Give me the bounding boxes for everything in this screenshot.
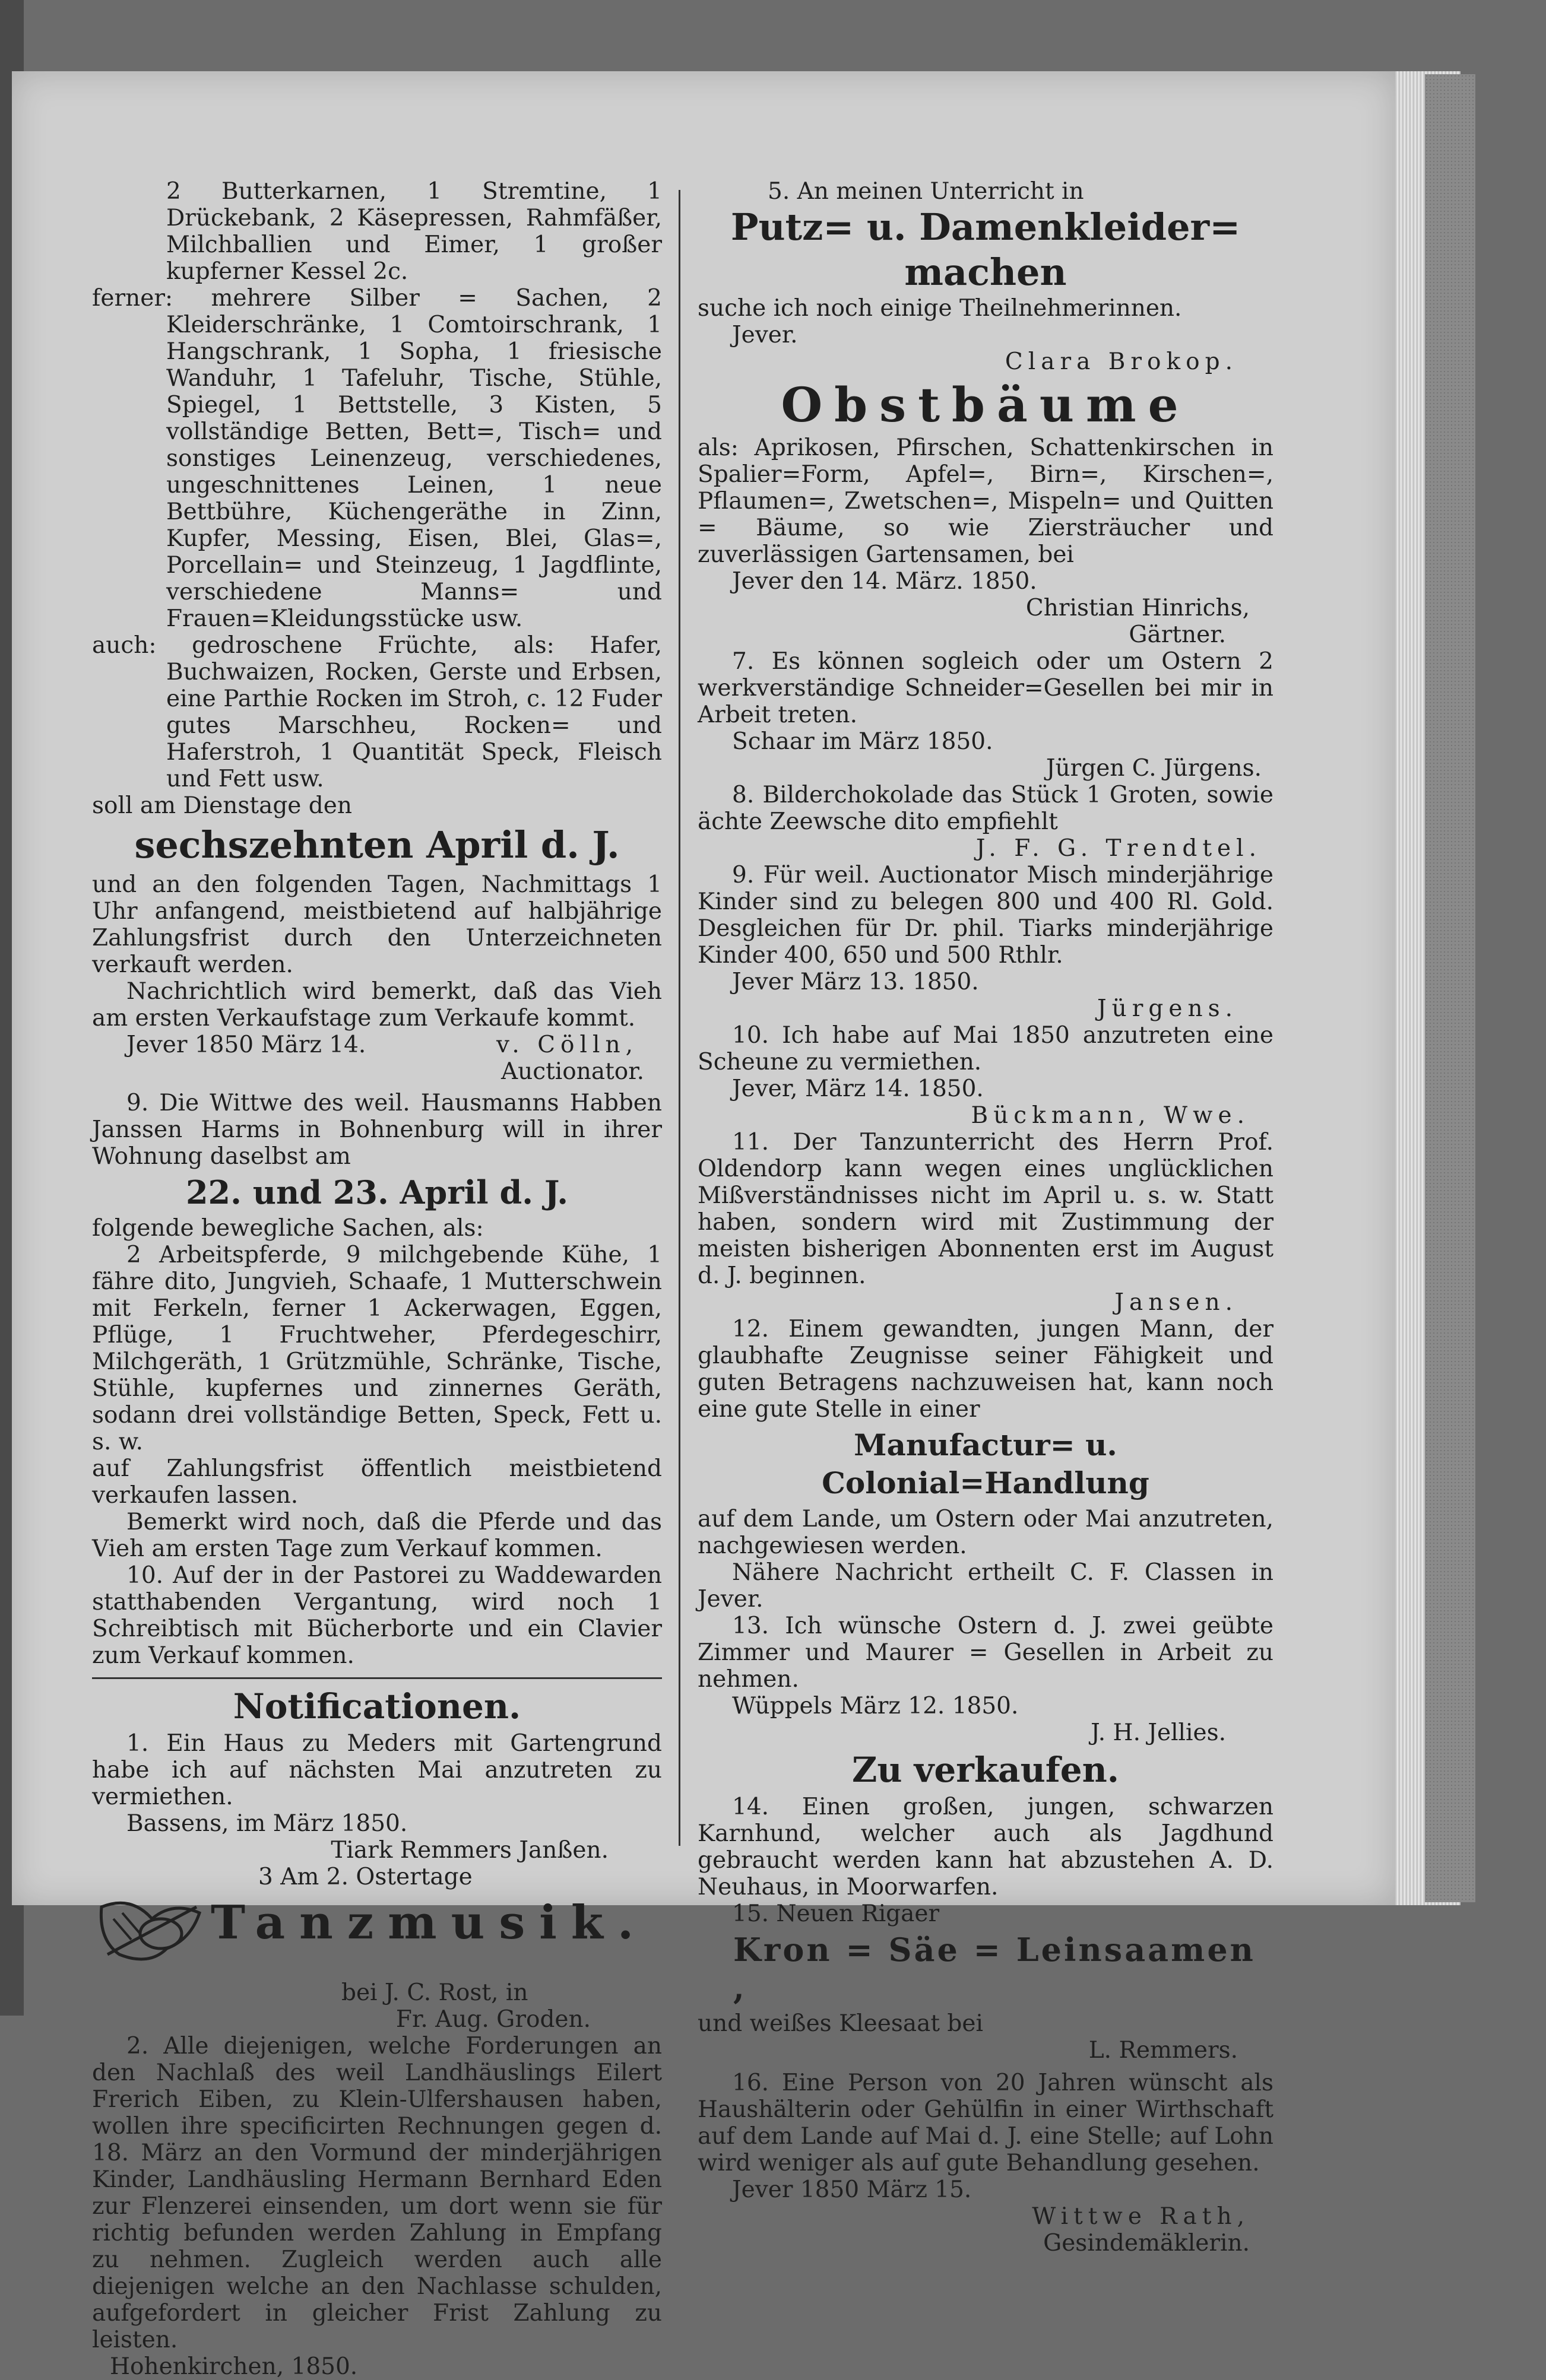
notice-10-right: 10. Ich habe auf Mai 1850 anzutreten eine Scheune zu vermiethen. bbox=[698, 1022, 1273, 1075]
notice-9-note: Bemerkt wird noch, daß die Pferde und das Vieh am ersten Tage zum Verkauf kommen. bbox=[92, 1509, 662, 1562]
notice-13: 13. Ich wünsche Ostern d. J. zwei geübte Zimmer und Maurer = Gesellen in Arbeit zu nehmen. bbox=[698, 1613, 1273, 1693]
notice-9-intro: folgende bewegliche Sachen, als: bbox=[92, 1215, 484, 1242]
notice-10-right-signer: Bückmann, Wwe. bbox=[971, 1102, 1250, 1129]
notification-3: 3 Am 2. Ostertage bbox=[258, 1864, 473, 1890]
violin-icon bbox=[96, 1883, 208, 1972]
auction-intro: soll am Dienstage den bbox=[92, 792, 352, 819]
fruit-trees-headline: Obstbäume bbox=[781, 377, 1190, 433]
notice-12: 12. Einem gewandten, jungen Mann, der glaubhafte Zeugnisse seiner Fähigkeit und guten Betragens nachzuweisen hat, kann noch eine gute Stelle in einer bbox=[698, 1316, 1273, 1423]
notice-11-signer: Jansen. bbox=[1114, 1289, 1238, 1316]
section-rule bbox=[92, 1677, 662, 1679]
section-heading: Notificationen. bbox=[233, 1686, 521, 1727]
notice-12-contact: Nähere Nachricht ertheilt C. F. Classen in Jever. bbox=[698, 1559, 1273, 1613]
notice-16-signer-title: Gesindemäklerin. bbox=[1043, 2230, 1250, 2257]
notice-9: 9. Die Wittwe des weil. Hausmanns Habben Janssen Harms in Bohnenburg will in ihrer Wohnung daselbst am bbox=[92, 1090, 662, 1170]
auction-terms: und an den folgenden Tagen, Nachmittags 1 Uhr anfangend, meistbietend auf halbjährige Zahlungsfrist durch den Unterzeichneten verkauft werden. bbox=[92, 871, 662, 978]
notice-11: 11. Der Tanzunterricht des Herrn Prof. Oldendorp kann wegen eines unglücklichen Mißverständnisses nicht im April u. s. w. Statt haben, sondern wird mit Zustimmung der meisten bisherigen Abonnenten erst im August d. J. beginnen. bbox=[698, 1129, 1273, 1289]
auction-place-date: Jever 1850 März 14. bbox=[126, 1032, 366, 1058]
notice-10: 10. Auf der in der Pastorei zu Waddewarden statthabenden Vergantung, wird noch 1 Schreibtisch mit Bücherborte und ein Clavier zum Verkauf kommen. bbox=[92, 1562, 662, 1669]
notice-7-place: Schaar im März 1850. bbox=[732, 728, 993, 755]
auction-date-headline: sechszehnten April d. J. bbox=[134, 823, 620, 867]
notification-2: 2. Alle diejenigen, welche Forderungen an den Nachlaß des weil Landhäuslings Eilert Frerich Eiben, zu Klein-Ulfershausen haben, wollen ihre specificirten Rechnungen gegen d. 18. März an den Vormund der minderjährigen Kinder, Landhäusling Hermann Bernhard Eden zur Flenzerei einsenden, um dort wenn sie für richtig befunden werden Zahlung in Empfang zu nehmen. Zugleich werden auch alle diejenigen welche an den Nachlasse schulden, aufgefordert in gleicher Frist Zahlung zu leisten. bbox=[92, 2033, 662, 2353]
inventory-list-1: 2 Butterkarnen, 1 Stremtine, 1 Drückebank, 2 Käsepressen, Rahmfäßer, Milchballien und Eimer, 1 großer kupferner Kessel 2c. bbox=[166, 178, 662, 285]
notice-5-headline-1: Putz= u. Damenkleider= bbox=[730, 205, 1241, 249]
notice-5: 5. An meinen Unterricht in bbox=[768, 178, 1084, 205]
notification-2-place: Hohenkirchen, 1850. bbox=[110, 2353, 358, 2380]
notice-9-right-signer: Jürgens. bbox=[1097, 995, 1238, 1022]
notice-5-headline-2: machen bbox=[904, 250, 1067, 294]
notice-12-headline: Manufactur= u. Colonial=Handlung bbox=[822, 1427, 1149, 1500]
for-sale-headline: Zu verkaufen. bbox=[851, 1750, 1119, 1790]
notice-9-terms: auf Zahlungsfrist öffentlich meistbietend verkaufen lassen. bbox=[92, 1455, 662, 1509]
notice-8-signer: J. F. G. Trendtel. bbox=[975, 835, 1262, 862]
inventory-list-2: ferner: mehrere Silber = Sachen, 2 Kleiderschränke, 1 Comtoirschrank, 1 Hangschrank, 1 Sopha, 1 friesische Wanduhr, 1 Tafeluhr, Tische, Stühle, Spiegel, 1 Bettstelle, 3 Kisten, 5 vollständige Betten, Bett=, Tisch= und sonstiges Leinenzeug, verschiedenes, ungeschnittenes Leinen, 1 neue Bettbühre, Küchengeräthe in Zinn, Kupfer, Messing, Eisen, Blei, Glas=, Porcellain= und Steinzeug, 1 Jagdflinte, verschiedene Manns= und Frauen=Kleidungsstücke usw. bbox=[92, 285, 662, 632]
notice-16: 16. Eine Person von 20 Jahren wünscht als Haushälterin oder Gehülfin in einer Wirthschaft auf dem Lande auf Mai d. J. eine Stelle; auf Lohn wird weniger als auf gute Behandlung gesehen. bbox=[698, 2070, 1273, 2176]
dance-music-host: bei J. C. Rost, in bbox=[341, 1979, 528, 2006]
notice-7-signer: Jürgen C. Jürgens. bbox=[1046, 755, 1262, 782]
fruit-trees-signer-title: Gärtner. bbox=[1129, 621, 1226, 648]
left-column bbox=[92, 178, 662, 2380]
notification-1: 1. Ein Haus zu Meders mit Gartengrund habe ich auf nächsten Mai anzutreten zu vermiethen. bbox=[92, 1730, 662, 1810]
notice-7: 7. Es können sogleich oder um Ostern 2 werkverständige Schneider=Gesellen bei mir in Arbeit treten. bbox=[698, 648, 1273, 728]
column-divider bbox=[679, 190, 680, 1846]
auction-signer-title: Auctionator. bbox=[500, 1058, 644, 1085]
notice-15: 15. Neuen Rigaer bbox=[732, 1900, 940, 1927]
notice-8: 8. Bilderchokolade das Stück 1 Groten, sowie ächte Zeewsche dito empfiehlt bbox=[698, 782, 1273, 835]
dance-music-headline: Tanzmusik. bbox=[211, 1896, 648, 1950]
notice-16-signer: Wittwe Rath, bbox=[1032, 2203, 1250, 2230]
notice-13-place: Wüppels März 12. 1850. bbox=[732, 1693, 1019, 1719]
notice-5-signer: Clara Brokop. bbox=[1005, 348, 1238, 375]
notice-15-text: und weißes Kleesaat bei bbox=[698, 2010, 983, 2037]
fruit-trees-text: als: Aprikosen, Pfirschen, Schattenkirschen in Spalier=Form, Apfel=, Birn=, Kirschen=, Pflaumen=, Zwetschen=, Mispeln= und Quitten = Bäume, so wie Ziersträucher und zuverlässigen Gartensamen, bei bbox=[698, 434, 1273, 568]
notice-12-text: auf dem Lande, um Ostern oder Mai anzutreten, nachgewiesen werden. bbox=[698, 1506, 1273, 1559]
auction-signature-row bbox=[92, 1032, 662, 1058]
notice-5-place: Jever. bbox=[732, 322, 798, 348]
notice-5-text: suche ich noch einige Theilnehmerinnen. bbox=[698, 295, 1182, 322]
notice-16-place: Jever 1850 März 15. bbox=[732, 2176, 972, 2203]
fruit-trees-signer: Christian Hinrichs, bbox=[1025, 595, 1250, 621]
inventory-list-3: auch: gedroschene Früchte, als: Hafer, Buchwaizen, Rocken, Gerste und Erbsen, eine Parthie Rocken im Stroh, c. 12 Fuder gutes Marschheu, Rocken= und Haferstroh, 1 Quantität Speck, Fleisch und Fett usw. bbox=[92, 632, 662, 792]
notice-15-headline: Kron = Säe = Leinsaamen , bbox=[733, 1931, 1256, 2007]
notice-9-date-headline: 22. und 23. April d. J. bbox=[185, 1173, 569, 1211]
notification-1-place: Bassens, im März 1850. bbox=[126, 1810, 408, 1837]
notice-10-right-place: Jever, März 14. 1850. bbox=[732, 1075, 984, 1102]
auction-signer: v. Cölln, bbox=[496, 1032, 638, 1058]
notice-15-signer: L. Remmers. bbox=[1088, 2037, 1238, 2064]
right-column bbox=[698, 178, 1273, 2257]
notice-9-items: 2 Arbeitspferde, 9 milchgebende Kühe, 1 fähre dito, Jungvieh, Schaafe, 1 Mutterschwein mit Ferkeln, ferner 1 Ackerwagen, Eggen, Pflüge, 1 Fruchtweher, Pferdegeschirr, Milchgeräth, 1 Grützmühle, Schränke, Tische, Stühle, kupfernes und zinnernes Geräth, sodann drei vollständige Betten, Speck, Fett u. s. w. bbox=[92, 1242, 662, 1455]
book-cover-edge bbox=[1425, 74, 1475, 1902]
notice-13-signer: J. H. Jellies. bbox=[1091, 1719, 1226, 1746]
notice-9-right-place: Jever März 13. 1850. bbox=[732, 969, 979, 995]
notice-9-right: 9. Für weil. Auctionator Misch minderjährige Kinder sind zu belegen 800 und 400 Rl. Gold. Desgleichen für Dr. phil. Tiarks minderjährige Kinder 400, 650 und 500 Rthlr. bbox=[698, 862, 1273, 969]
dance-music-banner bbox=[92, 1890, 662, 1979]
notice-14: 14. Einen großen, jungen, schwarzen Karnhund, welcher auch als Jagdhund gebraucht werden kann hat abzustehen A. D. Neuhaus, in Moorwarfen. bbox=[698, 1794, 1273, 1900]
auction-note: Nachrichtlich wird bemerkt, daß das Vieh am ersten Verkaufstage zum Verkaufe kommt. bbox=[92, 978, 662, 1032]
notification-1-signer: Tiark Remmers Janßen. bbox=[331, 1837, 609, 1864]
dance-music-place: Fr. Aug. Groden. bbox=[395, 2006, 591, 2033]
fruit-trees-place: Jever den 14. März. 1850. bbox=[732, 568, 1037, 595]
